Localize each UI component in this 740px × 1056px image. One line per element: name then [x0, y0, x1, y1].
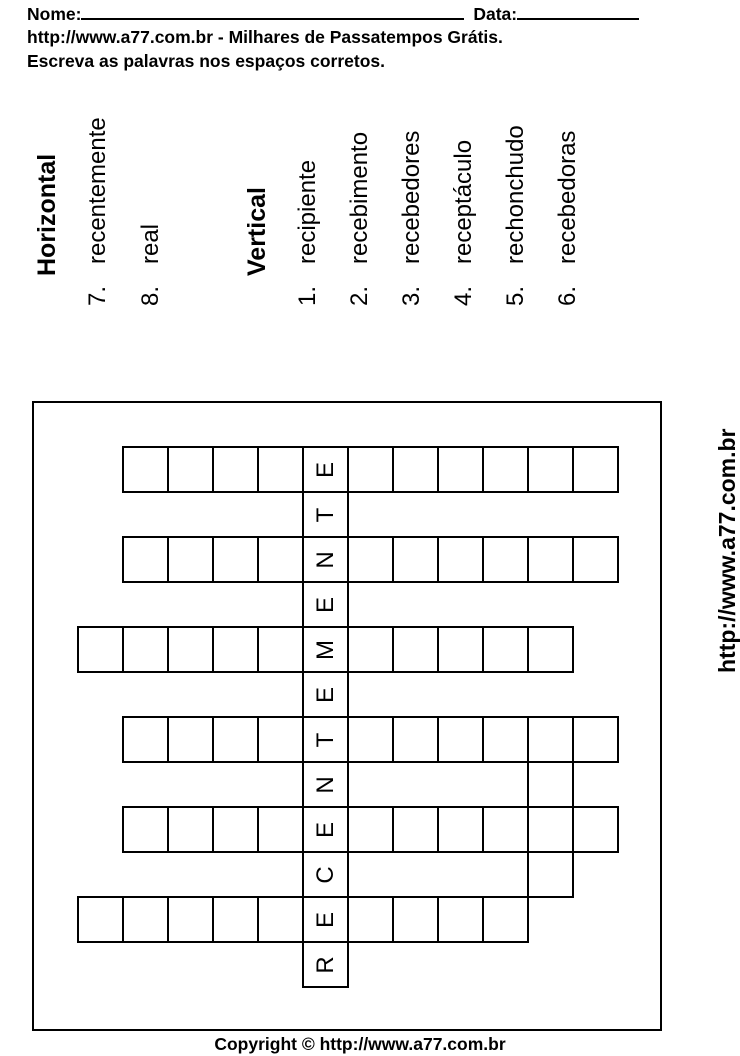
grid-cell[interactable]	[392, 716, 439, 763]
grid-cell[interactable]	[212, 446, 259, 493]
footer-copyright: Copyright © http://www.a77.com.br	[214, 1034, 506, 1054]
date-blank[interactable]	[517, 4, 639, 20]
cell-letter: E	[311, 821, 339, 838]
grid-cell[interactable]	[257, 446, 304, 493]
grid-cell[interactable]	[527, 626, 574, 673]
grid-cell[interactable]	[527, 716, 574, 763]
clue-number: 1.	[294, 285, 321, 306]
grid-cell[interactable]	[302, 941, 349, 988]
clue-v3	[400, 131, 424, 306]
grid-cell[interactable]	[392, 896, 439, 943]
side-url: http://www.a77.com.br	[714, 428, 740, 673]
grid-cell[interactable]	[482, 716, 529, 763]
source-line: http://www.a77.com.br - Milhares de Passatempos Grátis.	[27, 27, 503, 47]
grid-cell[interactable]	[302, 851, 349, 898]
cell-letter: T	[311, 507, 339, 522]
name-date-line	[27, 4, 639, 24]
clue-v5	[504, 125, 528, 306]
grid-cell[interactable]	[257, 626, 304, 673]
grid-cell[interactable]	[167, 446, 214, 493]
grid-cell[interactable]	[167, 626, 214, 673]
grid-cell[interactable]	[302, 581, 349, 628]
grid-cell[interactable]	[212, 716, 259, 763]
grid-cell[interactable]	[122, 626, 169, 673]
grid-cell[interactable]	[482, 446, 529, 493]
grid-cell[interactable]	[302, 446, 349, 493]
clue-word: recebedores	[398, 130, 425, 264]
clue-word: recipiente	[294, 159, 321, 264]
grid-cell[interactable]	[392, 536, 439, 583]
grid-cell[interactable]	[167, 806, 214, 853]
clue-v4	[452, 140, 476, 306]
cell-letter: N	[311, 775, 339, 794]
grid-cell[interactable]	[302, 806, 349, 853]
cell-letter: R	[311, 955, 339, 974]
grid-cell[interactable]	[437, 896, 484, 943]
clue-v2	[348, 132, 372, 306]
cell-letter: E	[311, 686, 339, 703]
cell-letter: E	[311, 596, 339, 613]
grid-cell[interactable]	[257, 536, 304, 583]
grid-cell[interactable]	[302, 626, 349, 673]
grid-cell[interactable]	[212, 896, 259, 943]
grid-cell[interactable]	[572, 716, 619, 763]
grid-cell[interactable]	[437, 536, 484, 583]
clue-v6	[556, 131, 580, 306]
grid-cell[interactable]	[347, 716, 394, 763]
grid-cell[interactable]	[122, 446, 169, 493]
cell-letter: C	[311, 865, 339, 884]
grid-cell[interactable]	[257, 716, 304, 763]
grid-cell[interactable]	[122, 806, 169, 853]
grid-cell[interactable]	[527, 851, 574, 898]
clue-h8	[139, 224, 163, 306]
grid-cell[interactable]	[302, 761, 349, 808]
grid-cell[interactable]	[122, 536, 169, 583]
grid-cell[interactable]	[572, 536, 619, 583]
horizontal-title: Horizontal	[33, 153, 61, 276]
grid-cell[interactable]	[392, 446, 439, 493]
clue-word: recentemente	[84, 117, 111, 264]
clue-number: 5.	[502, 285, 529, 306]
clue-h7	[86, 117, 110, 306]
clue-number: 7.	[84, 285, 111, 306]
grid-cell[interactable]	[572, 446, 619, 493]
grid-cell[interactable]	[212, 536, 259, 583]
clue-number: 6.	[554, 285, 581, 306]
clue-word: real	[137, 223, 164, 264]
clue-number: 4.	[450, 285, 477, 306]
cell-letter: E	[311, 461, 339, 478]
grid-cell[interactable]	[302, 671, 349, 718]
grid-cell[interactable]	[437, 626, 484, 673]
grid-cell[interactable]	[212, 626, 259, 673]
date-label: Data:	[473, 4, 518, 24]
name-label: Nome:	[27, 4, 82, 24]
grid-cell[interactable]	[77, 626, 124, 673]
grid-cell[interactable]	[302, 491, 349, 538]
grid-cell[interactable]	[347, 806, 394, 853]
grid-cell[interactable]	[437, 446, 484, 493]
clue-word: recebedoras	[554, 130, 581, 264]
grid-cell[interactable]	[482, 806, 529, 853]
grid-cell[interactable]	[572, 806, 619, 853]
grid-cell[interactable]	[167, 896, 214, 943]
grid-cell[interactable]	[527, 761, 574, 808]
grid-cell[interactable]	[347, 536, 394, 583]
clue-v1	[296, 160, 320, 306]
clue-number: 2.	[346, 285, 373, 306]
grid-cell[interactable]	[347, 896, 394, 943]
grid-cell[interactable]	[257, 806, 304, 853]
grid-cell[interactable]	[527, 536, 574, 583]
grid-cell[interactable]	[347, 446, 394, 493]
grid-cell[interactable]	[212, 806, 259, 853]
cell-letter: E	[311, 911, 339, 928]
grid-cell[interactable]	[482, 626, 529, 673]
instruction-text: Escreva as palavras nos espaços corretos.	[27, 51, 385, 71]
grid-cell[interactable]	[122, 896, 169, 943]
grid-cell[interactable]	[527, 806, 574, 853]
grid-cell[interactable]	[482, 896, 529, 943]
grid-cell[interactable]	[347, 626, 394, 673]
clue-word: recebimento	[346, 131, 373, 264]
name-blank[interactable]	[81, 4, 464, 20]
grid-cell[interactable]	[167, 536, 214, 583]
cell-letter: N	[311, 550, 339, 569]
cell-letter: T	[311, 732, 339, 747]
cell-letter: M	[311, 639, 339, 660]
grid-cell[interactable]	[392, 806, 439, 853]
vertical-title: Vertical	[243, 187, 271, 276]
grid-cell[interactable]	[482, 536, 529, 583]
grid-cell[interactable]	[392, 626, 439, 673]
grid-cell[interactable]	[437, 806, 484, 853]
grid-cell[interactable]	[302, 536, 349, 583]
clue-number: 3.	[398, 285, 425, 306]
clue-number: 8.	[137, 285, 164, 306]
grid-cell[interactable]	[167, 716, 214, 763]
grid-cell[interactable]	[122, 716, 169, 763]
grid-cell[interactable]	[302, 716, 349, 763]
grid-cell[interactable]	[437, 716, 484, 763]
clue-word: rechonchudo	[502, 125, 529, 264]
grid-cell[interactable]	[77, 896, 124, 943]
clue-word: receptáculo	[450, 139, 477, 264]
grid-cell[interactable]	[257, 896, 304, 943]
grid-cell[interactable]	[302, 896, 349, 943]
grid-cell[interactable]	[527, 446, 574, 493]
